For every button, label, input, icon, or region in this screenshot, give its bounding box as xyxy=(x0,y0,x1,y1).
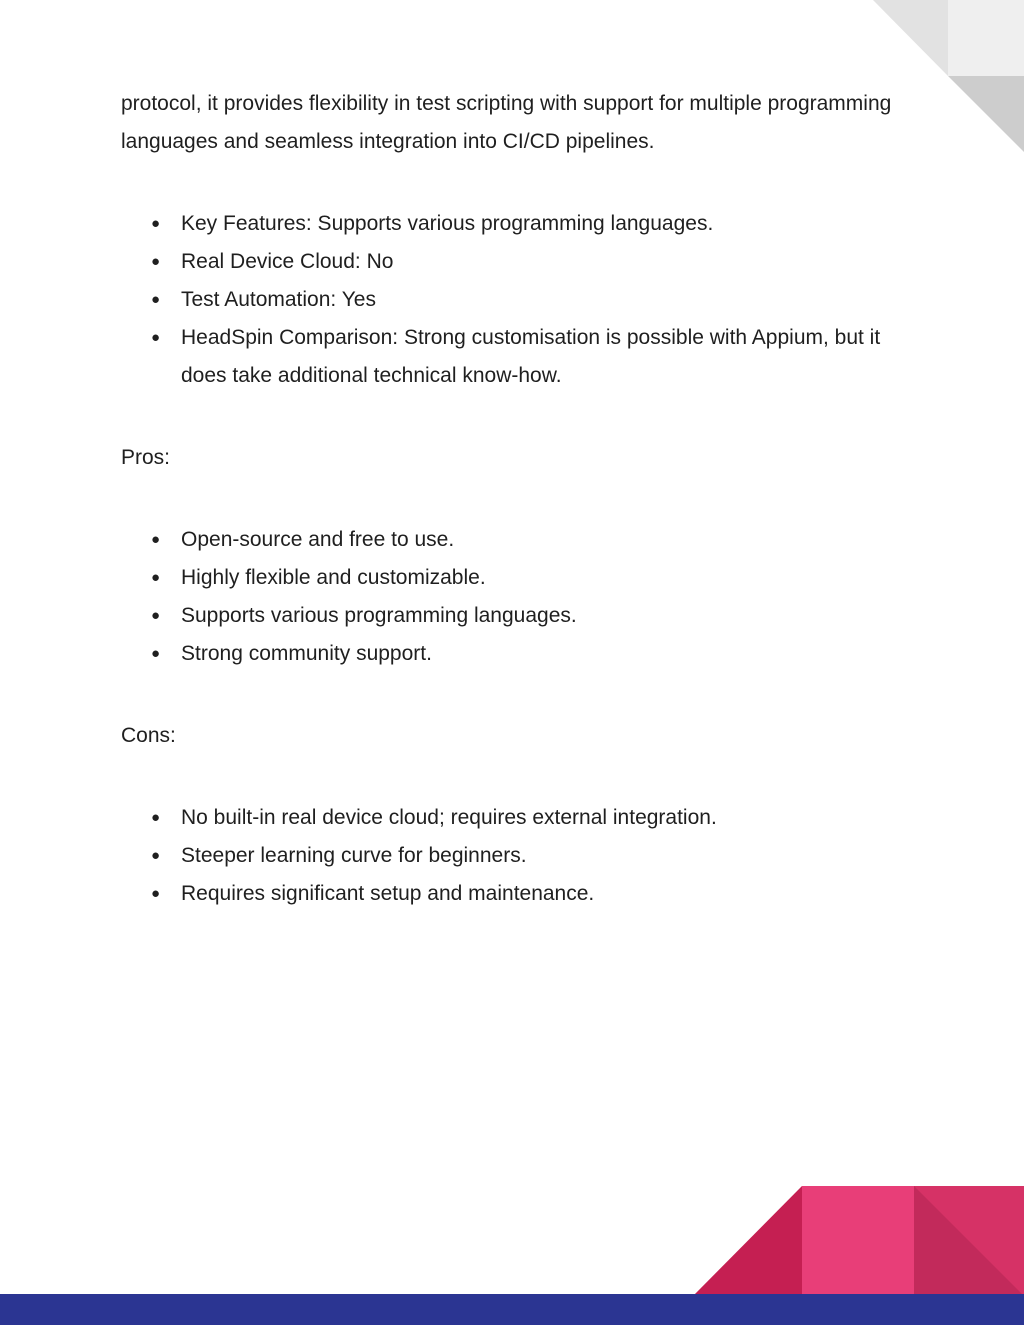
list-item: ● Open-source and free to use. xyxy=(121,521,911,559)
list-item: ● Strong community support. xyxy=(121,635,911,673)
features-list xyxy=(121,205,911,395)
list-item: ● Supports various programming languages. xyxy=(121,597,911,635)
list-item: ● Key Features: Supports various programming languages. xyxy=(121,205,911,243)
pros-heading: Pros: xyxy=(121,446,171,469)
list-item: ● No built-in real device cloud; requires external integration. xyxy=(121,799,911,837)
cons-heading: Cons: xyxy=(121,724,176,747)
footer-bar xyxy=(0,1294,1024,1325)
list-item: ● Steeper learning curve for beginners. xyxy=(121,837,911,875)
intro-paragraph: protocol, it provides flexibility in test scripting with support for multiple programming languages and seamless integration into CI/CD pipelines. xyxy=(121,92,892,153)
bottom-right-decoration xyxy=(693,1186,1024,1296)
list-item: ● Test Automation: Yes xyxy=(121,281,911,319)
cons-list xyxy=(121,799,911,913)
list-item: ● HeadSpin Comparison: Strong customisation is possible with Appium, but it does take additional technical know-how. xyxy=(121,319,911,395)
list-item: ● Real Device Cloud: No xyxy=(121,243,911,281)
list-item: ● Highly flexible and customizable. xyxy=(121,559,911,597)
pros-list xyxy=(121,521,911,673)
document-body xyxy=(121,85,911,913)
list-item: ● Requires significant setup and maintenance. xyxy=(121,875,911,913)
